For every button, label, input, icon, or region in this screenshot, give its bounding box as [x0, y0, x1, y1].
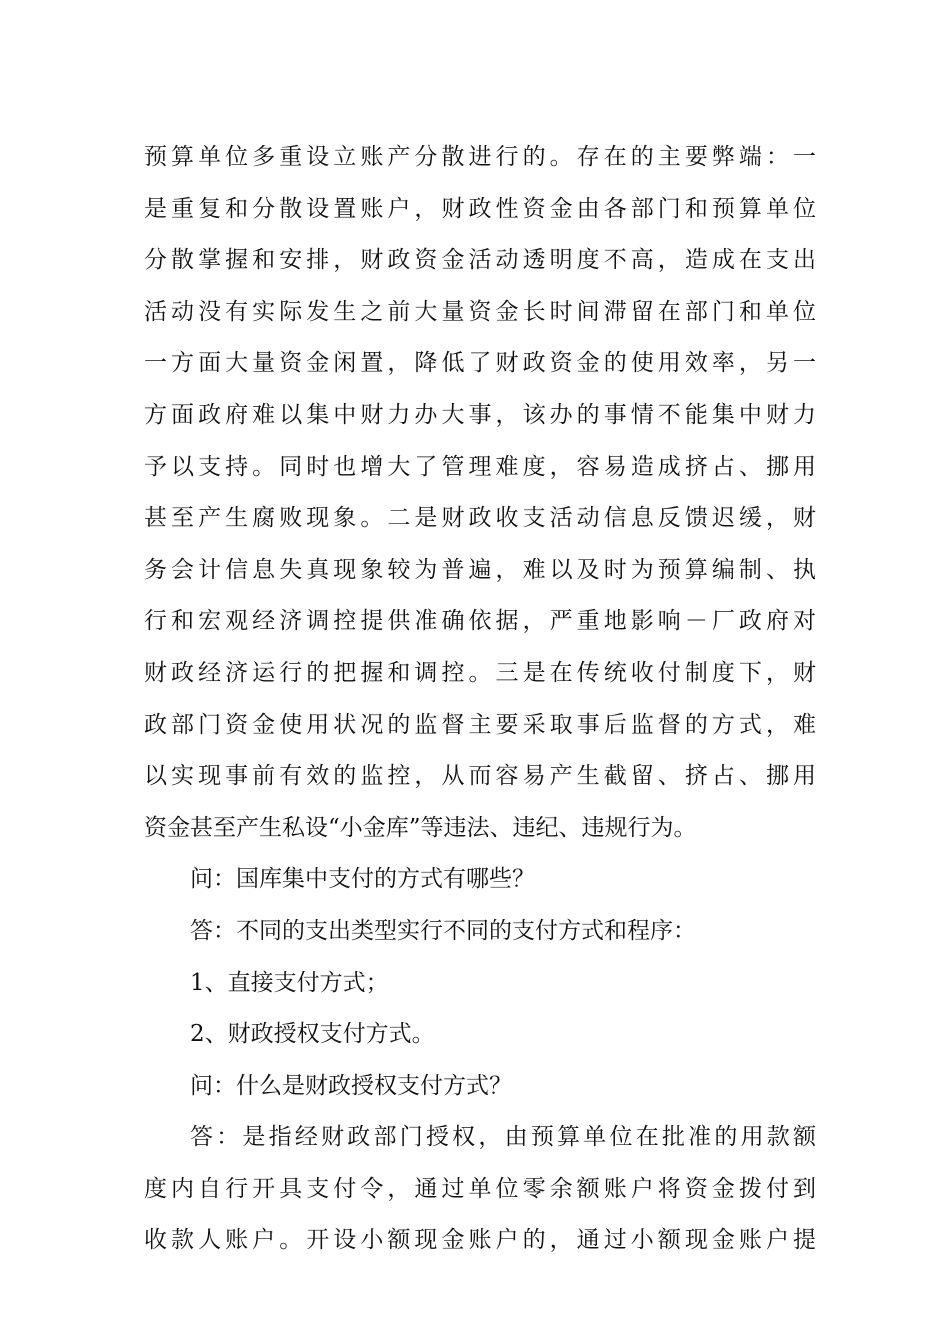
list-item-authorized-payment: 2、财政授权支付方式。 [190, 1021, 435, 1048]
paragraph1-line-11: 财政经济运行的把握和调控。三是在传统收付制度下，财 [144, 659, 816, 686]
list-item-direct-payment: 1、直接支付方式； [190, 969, 389, 996]
document-body [144, 132, 816, 1267]
question-1: 问：国库集中支付的方式有哪些？ [190, 866, 535, 893]
question-2: 问：什么是财政授权支付方式？ [190, 1072, 512, 1099]
paragraph1-line-2: 是重复和分散设置账户，财政性资金由各部门和预算单位 [144, 195, 816, 222]
paragraph1-line-10: 行和宏观经济调控提供准确依据，严重地影响－厂政府对 [144, 608, 816, 635]
answer-2-line-1: 答：是指经财政部门授权，由预算单位在批准的用款额 [190, 1124, 816, 1151]
paragraph1-line-1: 预算单位多重设立账产分散进行的。存在的主要弊端：一 [144, 144, 816, 170]
paragraph1-line-9: 务会计信息失真现象较为普遍，难以及时为预算编制、执 [144, 556, 816, 583]
paragraph1-line-14: 资金甚至产生私设“小金库”等违法、违纪、违规行为。 [144, 814, 697, 841]
paragraph1-line-12: 政部门资金使用状况的监督主要采取事后监督的方式，难 [144, 711, 816, 738]
paragraph1-line-4: 活动没有实际发生之前大量资金长时间滞留在部门和单位 [144, 298, 816, 325]
answer-2-line-3: 收款人账户。开设小额现金账户的，通过小额现金账户提 [144, 1227, 816, 1254]
answer-1: 答：不同的支出类型实行不同的支付方式和程序： [190, 917, 696, 944]
paragraph1-line-3: 分散掌握和安排，财政资金活动透明度不高，造成在支出 [144, 247, 816, 274]
answer-2-line-2: 度内自行开具支付令，通过单位零余额账户将资金拨付到 [144, 1175, 816, 1202]
paragraph1-line-13: 以实现事前有效的监控，从而容易产生截留、挤占、挪用 [144, 763, 816, 790]
paragraph1-line-6: 方面政府难以集中财力办大事，该办的事情不能集中财力 [144, 401, 816, 428]
paragraph1-line-7: 予以支持。同时也增大了管理难度，容易造成挤占、挪用 [144, 453, 816, 480]
paragraph1-line-8: 甚至产生腐败现象。二是财政收支活动信息反馈迟缓，财 [144, 505, 816, 532]
paragraph1-line-5: 一方面大量资金闲置，降低了财政资金的使用效率，另一 [144, 350, 816, 377]
